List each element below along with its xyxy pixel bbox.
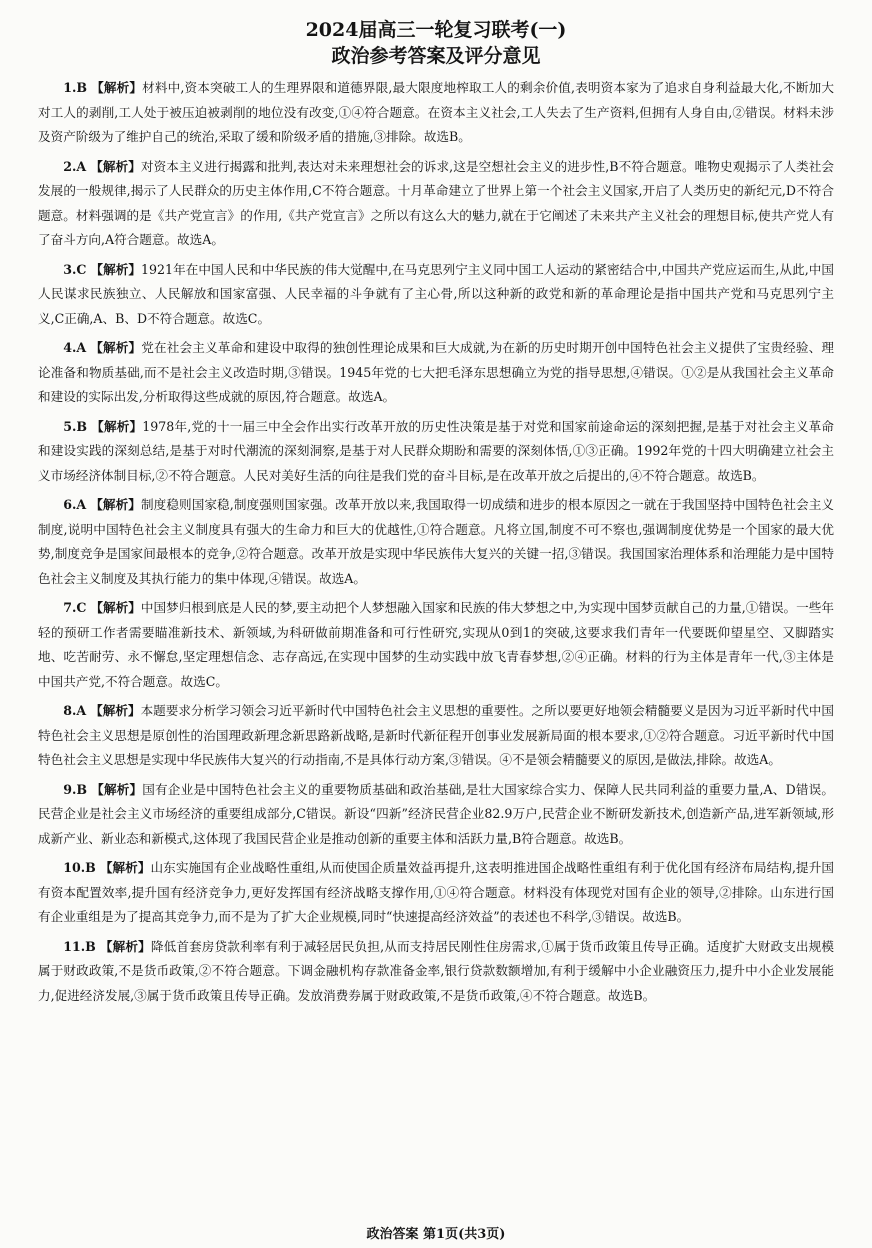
answer-number: 4.A: [63, 340, 87, 355]
answer-title: 政治参考答案及评分意见: [331, 45, 541, 67]
analysis-text: 降低首套房贷款利率有利于减轻居民负担,从而支持居民刚性住房需求,①属于货币政策且传导正确。适度扩大财政支出规模属于财政政策,不是货币政策,②不符合题意。下调金融机构存款准备金率,银行贷款数额增加,有利于缓解中小企业融资压力,提升中小企业发展能力,促进经济发展,③属于货币政策且传导正确。发放消费券属于财政政策,不是货币政策,④不符合题意。故选B。: [38, 938, 834, 1003]
analysis-tag: 【解析】: [90, 497, 141, 512]
analysis-text: 党在社会主义革命和建设中取得的独创性理论成果和巨大成就,为在新的历史时期开创中国特色社会主义提供了宝贵经验、理论准备和物质基础,而不是社会主义改造时期,③错误。1945年党的七大把毛泽东思想确立为党的指导思想,④错误。①②是从我国社会主义革命和建设的实际出发,分析取得这些成就的原因,符合题意。故选A。: [38, 340, 834, 404]
analysis-text: 对资本主义进行揭露和批判,表达对未来理想社会的诉求,这是空想社会主义的进步性,B不符合题意。唯物史观揭示了人类社会发展的一般规律,揭示了人民群众的历史主体作用,C不符合题意。十月革命建立了世界上第一个社会主义国家,开启了人类历史的新纪元,D不符合题意。材料强调的是《共产党宣言》的作用,《共产党宣言》之所以有这么大的魅力,就在于它阐述了未来共产主义社会的理想目标,使共产党人有了奋斗方向,A符合题意。故选A。: [38, 158, 835, 247]
answer-number: 2.A: [63, 158, 87, 174]
analysis-tag: 【解析】: [90, 158, 141, 174]
analysis-tag: 【解析】: [90, 340, 142, 355]
answer-item-9: [38, 778, 834, 852]
analysis-tag: 【解析】: [91, 418, 143, 434]
answer-number: 3.C: [63, 261, 87, 277]
analysis-text: 中国梦归根到底是人民的梦,要主动把个人梦想融入国家和民族的伟大梦想之中,为实现中国梦贡献自己的力量,①错误。一些年轻的预研工作者需要瞄准新技术、新领域,为科研做前期准备和可行性研究,实现从0到1的突破,这要求我们青年一代要既仰望星空、又脚踏实地、吃苦耐劳、永不懈怠,坚定理想信念、志存高远,在实现中国梦的生动实践中放飞青春梦想,②④正确。材料的行为主体是青年一代,③主体是中国共产党,不符合题意。故选C。: [38, 600, 834, 689]
analysis-text: 本题要求分析学习领会习近平新时代中国特色社会主义思想的重要性。之所以要更好地领会精髓要义是因为习近平新时代中国特色社会主义思想是原创性的治国理政新理念新思路新战略,是新时代新征程开创事业发展新局面的根本要求,①②符合题意。习近平新时代中国特色社会主义思想是实现中华民族伟大复兴的行动指南,不是具体行动方案,③错误。④不是领会精髓要义的原因,是做法,排除。故选A。: [38, 703, 835, 767]
answer-item-11: [38, 935, 834, 1009]
analysis-text: 山东实施国有企业战略性重组,从而使国企质量效益再提升,这表明推进国企战略性重组有利于优化国有经济布局结构,提升国有资本配置效率,提升国有经济竞争力,更好发挥国有经济战略支撑作用,①④符合题意。材料没有体现党对国有企业的领导,②排除。山东进行国有企业重组是为了提高其竞争力,而不是为了扩大企业规模,同时“快速提高经济效益”的表述也不科学,③错误。故选B。: [38, 860, 834, 924]
answer-item-5: [38, 415, 834, 489]
answer-item-4: [38, 336, 834, 410]
answer-number: 7.C: [63, 600, 87, 615]
answer-number: 6.A: [63, 497, 87, 512]
answer-number: 8.A: [63, 703, 87, 718]
answer-number: 5.B: [63, 418, 87, 434]
analysis-text: 1921年在中国人民和中华民族的伟大觉醒中,在马克思列宁主义同中国工人运动的紧密结合中,中国共产党应运而生,从此,中国人民谋求民族独立、人民解放和国家富强、人民幸福的斗争就有了主心骨,所以这种新的政党和新的革命理论是指中国共产党和马克思列宁主义,C正确,A、B、D不符合题意。故选C。: [38, 261, 834, 326]
analysis-tag: 【解析】: [99, 938, 151, 954]
answer-item-7: [38, 596, 834, 694]
analysis-tag: 【解析】: [90, 261, 141, 277]
answer-item-1: [38, 76, 834, 150]
answer-item-6: [38, 493, 834, 591]
analysis-tag: 【解析】: [90, 703, 141, 718]
answer-number: 9.B: [63, 781, 87, 797]
answer-list: [38, 76, 834, 1008]
answer-item-3: [38, 258, 834, 332]
answer-number: 10.B: [63, 860, 96, 875]
answer-item-8: [38, 699, 834, 773]
analysis-text: 国有企业是中国特色社会主义的重要物质基础和政治基础,是壮大国家综合实力、保障人民共同利益的重要力量,A、D错误。民营企业是社会主义市场经济的重要组成部分,C错误。新设“四新”经济民营企业82.9万户,民营企业不断研发新技术,创造新产品,进军新领域,形成新产业、新业态和新模式,这体现了我国民营企业是推动创新的重要主体和活跃力量,B符合题意。故选B。: [38, 781, 834, 846]
answer-number: 1.B: [63, 80, 87, 95]
exam-title: 2024届高三一轮复习联考(一): [305, 19, 567, 41]
analysis-tag: 【解析】: [91, 80, 143, 95]
analysis-text: 1978年,党的十一届三中全会作出实行改革开放的历史性决策是基于对党和国家前途命运的深刻把握,是基于对社会主义革命和建设实践的深刻总结,是基于对时代潮流的深刻洞察,是基于对人民群众期盼和需要的深刻体悟,①③正确。1992年党的十四大明确建立社会主义市场经济体制目标,②不符合题意。人民对美好生活的向往是我们党的奋斗目标,是在改革开放之后提出的,④不符合题意。故选B。: [38, 418, 834, 483]
analysis-tag: 【解析】: [90, 600, 141, 615]
answer-item-10: [38, 856, 834, 930]
page-footer: 政治答案 第1页(共3页): [366, 1227, 506, 1242]
analysis-text: 材料中,资本突破工人的生理界限和道德界限,最大限度地榨取工人的剩余价值,表明资本家为了追求自身利益最大化,不断加大对工人的剥削,工人处于被压迫被剥削的地位没有改变,①④符合题意。在资本主义社会,工人失去了生产资料,但拥有人身自由,②错误。材料未涉及资产阶级为了维护自己的统治,采取了缓和阶级矛盾的措施,③排除。故选B。: [38, 80, 834, 144]
analysis-text: 制度稳则国家稳,制度强则国家强。改革开放以来,我国取得一切成绩和进步的根本原因之一就在于我国坚持中国特色社会主义制度,说明中国特色社会主义制度具有强大的生命力和巨大的优越性,①符合题意。凡将立国,制度不可不察也,强调制度优势是一个国家的最大优势,制度竞争是国家间最根本的竞争,②符合题意。改革开放是实现中华民族伟大复兴的关键一招,③错误。我国国家治理体系和治理能力是中国特色社会主义制度及其执行能力的集中体现,④错误。故选A。: [38, 497, 834, 586]
answer-number: 11.B: [63, 938, 96, 954]
analysis-tag: 【解析】: [99, 860, 151, 875]
analysis-tag: 【解析】: [91, 781, 143, 797]
answer-item-2: [38, 155, 834, 253]
